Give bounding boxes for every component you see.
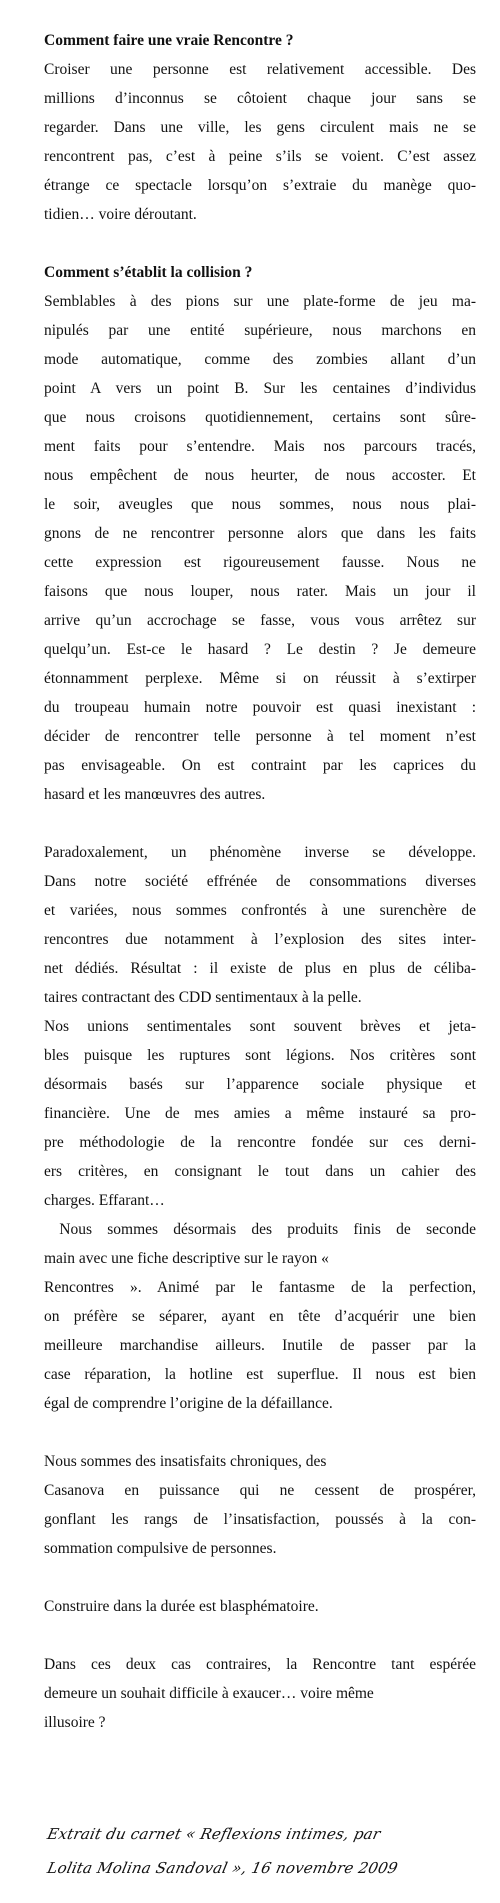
text-line: tidien… voire déroutant. xyxy=(44,206,197,223)
text-line: étrange ce spectacle lorsqu’on s’extraie du manège quo- xyxy=(44,177,476,194)
signature-line: Extrait du carnet « Reflexions intimes, par xyxy=(45,1825,383,1843)
text-line: millions d’inconnus se côtoient chaque jour sans se xyxy=(44,90,476,107)
text-line: Casanova en puissance qui ne cessent de prospérer, xyxy=(44,1482,476,1499)
text-line: faisons que nous louper, nous rater. Mais un jour il xyxy=(44,583,476,600)
paragraph-insatisfaits xyxy=(44,1447,476,1563)
text-line: ment faits pour s’entendre. Mais nos parcours tracés, xyxy=(44,438,476,455)
text-line: rencontres due notamment à l’explosion des sites inter- xyxy=(44,931,476,948)
text-line: étonnamment perplexe. Même si on réussit à s’extirper xyxy=(44,670,476,687)
paragraph-spacer xyxy=(44,809,476,838)
text-line: Nous sommes des insatisfaits chroniques, des xyxy=(44,1453,327,1470)
text-line: point A vers un point B. Sur les centaines d’individus xyxy=(44,380,476,397)
paragraph-spacer xyxy=(44,229,476,258)
text-line: on préfère se séparer, ayant en tête d’acquérir une bien xyxy=(44,1308,476,1325)
text-line: meilleure marchandise ailleurs. Inutile de passer par la xyxy=(44,1337,476,1354)
section-1 xyxy=(44,26,476,229)
text-line: rencontrent pas, c’est à peine s’ils se voient. C’est assez xyxy=(44,148,476,165)
text-line: demeure un souhait difficile à exaucer… voire même xyxy=(44,1685,374,1702)
text-line: Rencontres ». Animé par le fantasme de la perfection, xyxy=(44,1279,476,1296)
text-line: pas envisageable. On est contraint par les caprices du xyxy=(44,757,476,774)
text-line: du troupeau humain notre pouvoir est quasi inexistant : xyxy=(44,699,476,716)
text-line: gonflant les rangs de l’insatisfaction, poussés à la con- xyxy=(44,1511,476,1528)
text-line: Croiser une personne est relativement accessible. Des xyxy=(44,61,476,78)
text-line: que nous croisons quotidiennement, certains sont sûre- xyxy=(44,409,476,426)
text-line: ers critères, en consignant le tout dans un cahier des xyxy=(44,1163,476,1180)
text-line: sommation compulsive de personnes. xyxy=(44,1540,277,1557)
text-line: gnons de ne rencontrer personne alors que dans les faits xyxy=(44,525,476,542)
text-line: Nous sommes désormais des produits finis de seconde xyxy=(44,1221,476,1238)
text-line: nous empêchent de nous heurter, de nous accoster. Et xyxy=(44,467,476,484)
text-line: quelqu’un. Est-ce le hasard ? Le destin ? Je demeure xyxy=(44,641,476,658)
text-line: main avec une fiche descriptive sur le rayon « xyxy=(44,1250,329,1267)
text-line: charges. Effarant… xyxy=(44,1192,165,1209)
text-line: case réparation, la hotline est superflue. Il nous est bien xyxy=(44,1366,476,1383)
document-body xyxy=(44,26,476,1737)
paragraph-paradoxalement xyxy=(44,838,476,1418)
text-line: hasard et les manœuvres des autres. xyxy=(44,786,266,803)
paragraph-spacer xyxy=(44,1418,476,1447)
text-line: bles puisque les ruptures sont légions. Nos critères sont xyxy=(44,1047,476,1064)
text-line: pre méthodologie de la rencontre fondée sur ces derni- xyxy=(44,1134,476,1151)
text-line: cette expression est rigoureusement fausse. Nous ne xyxy=(44,554,476,571)
text-line: Construire dans la durée est blasphématoire. xyxy=(44,1598,319,1615)
text-line: désormais basés sur l’apparence sociale physique et xyxy=(44,1076,476,1093)
text-line: Paradoxalement, un phénomène inverse se développe. xyxy=(44,844,476,861)
text-line: arrive qu’un accrochage se fasse, vous vous arrêtez sur xyxy=(44,612,476,629)
section-heading: Comment s’établit la collision ? xyxy=(44,264,253,281)
paragraph-conclusion xyxy=(44,1650,476,1737)
text-line: le soir, aveugles que nous sommes, nous nous plai- xyxy=(44,496,476,513)
text-line: taires contractant des CDD sentimentaux à la pelle. xyxy=(44,989,362,1006)
text-line: et variées, nous sommes confrontés à une surenchère de xyxy=(44,902,476,919)
paragraph-construire xyxy=(44,1592,476,1621)
text-line: regarder. Dans une ville, les gens circulent mais ne se xyxy=(44,119,476,136)
text-line: Nos unions sentimentales sont souvent brèves et jeta- xyxy=(44,1018,476,1035)
section-2 xyxy=(44,258,476,809)
text-line: net dédiés. Résultat : il existe de plus en plus de céliba- xyxy=(44,960,476,977)
text-line: financière. Une de mes amies a même instauré sa pro- xyxy=(44,1105,476,1122)
text-line: mode automatique, comme des zombies allant d’un xyxy=(44,351,476,368)
text-line: décider de rencontrer telle personne à tel moment n’est xyxy=(44,728,476,745)
paragraph-spacer xyxy=(44,1563,476,1592)
section-heading: Comment faire une vraie Rencontre ? xyxy=(44,32,294,49)
text-line: égal de comprendre l’origine de la défaillance. xyxy=(44,1395,333,1412)
text-line: Semblables à des pions sur une plate-forme de jeu ma- xyxy=(44,293,476,310)
signature-line: Lolita Molina Sandoval », 16 novembre 2009 xyxy=(45,1859,400,1877)
paragraph-spacer xyxy=(44,1621,476,1650)
text-line: nipulés par une entité supérieure, nous marchons en xyxy=(44,322,476,339)
text-line: Dans ces deux cas contraires, la Rencontre tant espérée xyxy=(44,1656,476,1673)
text-line: Dans notre société effrénée de consommations diverses xyxy=(44,873,476,890)
text-line: illusoire ? xyxy=(44,1714,106,1731)
handwritten-signature xyxy=(44,1817,480,1885)
